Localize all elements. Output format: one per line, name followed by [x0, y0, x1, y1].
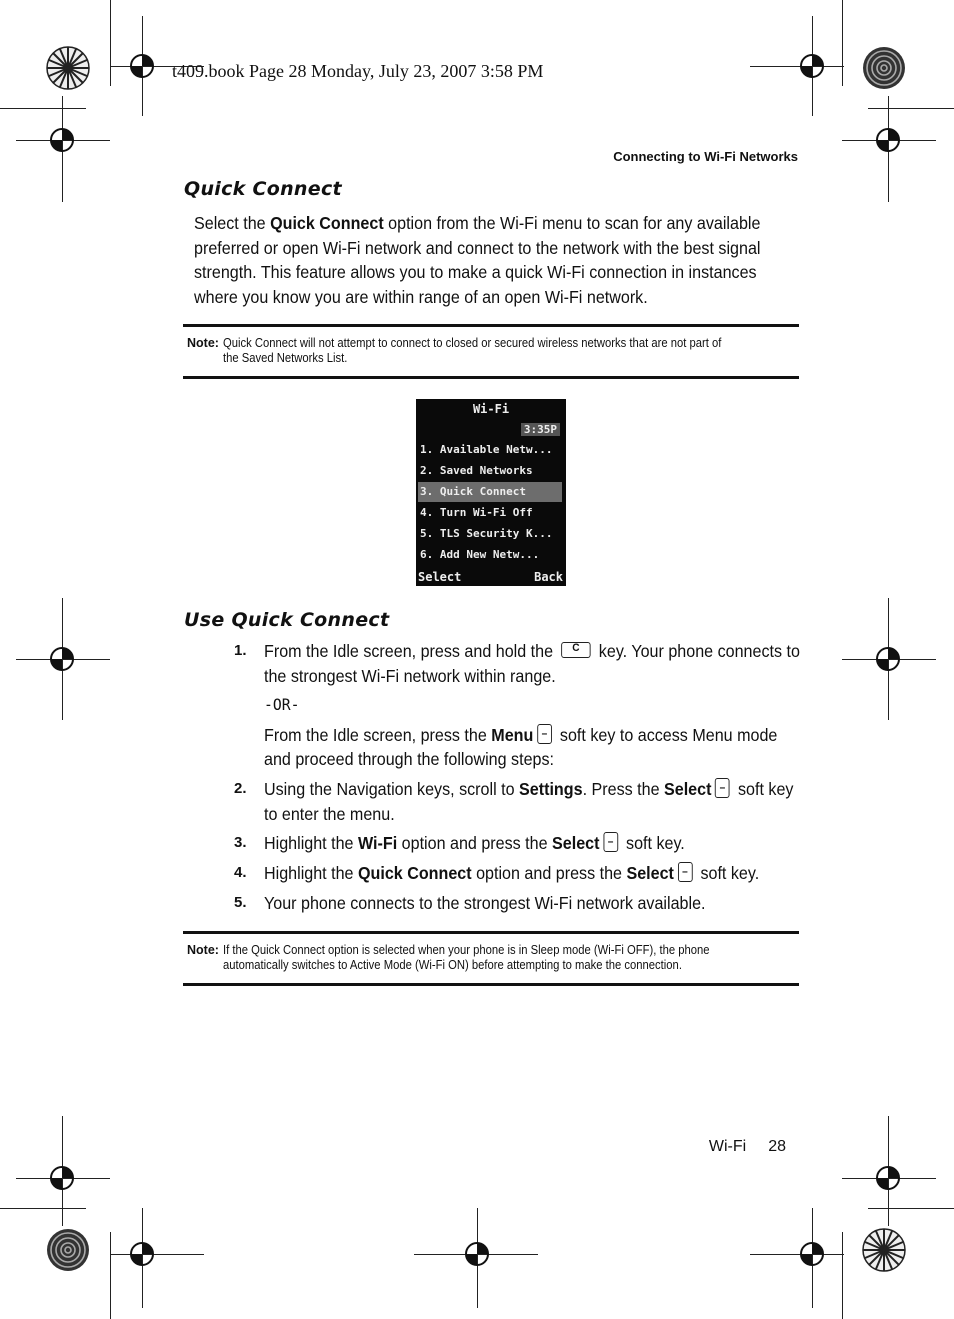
registration-mark-icon	[127, 1239, 157, 1269]
page-footer	[709, 1138, 786, 1156]
soft-key-icon: –	[715, 778, 730, 798]
page-number: 28	[768, 1138, 786, 1155]
section-title-use-quick-connect: Use Quick Connect	[184, 609, 390, 631]
registration-mark-icon	[47, 644, 77, 674]
screen-clock: 3:35P	[521, 423, 560, 436]
screen-menu-item: 5. TLS Security K...	[420, 527, 553, 540]
quick-connect-term: Quick Connect	[270, 213, 384, 233]
registration-mark-icon	[127, 51, 157, 81]
note-box	[183, 931, 799, 986]
step-number: 1.	[234, 642, 247, 659]
note-text: the Saved Networks List.	[222, 351, 348, 365]
step-3: 3. Highlight the Wi-Fi option and press the Select – soft key.	[234, 831, 804, 856]
step-5: 5. Your phone connects to the strongest Wi-Fi network available.	[234, 891, 804, 916]
intro-paragraph: Select the Quick Connect option from the Wi-Fi menu to scan for any available preferred or open Wi-Fi network and connect to the network with the best signal strength. This feature allows you to make a quick Wi-Fi connection in instances where you know you are within range of an open Wi-Fi network.	[194, 213, 761, 307]
or-separator: -OR-	[264, 695, 300, 714]
registration-mark-icon	[797, 51, 827, 81]
note-text: Quick Connect will not attempt to connect to closed or secured wireless networks that are not part of	[222, 336, 722, 350]
registration-mark-icon	[873, 1163, 903, 1193]
registration-mark-icon	[873, 125, 903, 155]
step-4: 4. Highlight the Quick Connect option and press the Select – soft key.	[234, 861, 804, 886]
screen-soft-key-left: Select	[418, 570, 462, 584]
step-2: 2. Using the Navigation keys, scroll to Settings. Press the Select – soft key to enter the menu.	[234, 779, 794, 824]
screen-soft-key-right: Back	[534, 570, 563, 584]
note-text: If the Quick Connect option is selected when your phone is in Sleep mode (Wi-Fi OFF), the phone	[222, 943, 710, 957]
registration-mark-icon	[797, 1239, 827, 1269]
note-text: automatically switches to Active Mode (Wi-Fi ON) before attempting to make the connection.	[222, 958, 682, 972]
step-1: 1. From the Idle screen, press and hold the C key. Your phone connects to the strongest Wi-Fi network within range. -OR- From the Idle screen, press the Menu – soft key to access Menu mode and proceed through the following steps:	[234, 641, 800, 769]
registration-mark-icon	[462, 1239, 492, 1269]
soft-key-icon: –	[603, 832, 618, 852]
step-number: 3.	[234, 834, 247, 851]
note-label: Note:	[187, 943, 219, 957]
soft-key-icon: –	[537, 724, 552, 744]
running-head: Connecting to Wi-Fi Networks	[613, 149, 798, 164]
note-label: Note:	[187, 336, 219, 350]
phone-screen-wifi-menu	[416, 399, 566, 586]
screen-menu-item: 6. Add New Netw...	[420, 548, 540, 561]
screen-title: Wi-Fi	[472, 402, 510, 416]
footer-section: Wi-Fi	[708, 1138, 747, 1155]
screen-menu-item: 4. Turn Wi-Fi Off	[420, 506, 533, 519]
note-box	[183, 324, 799, 379]
screen-menu-item-selected: 3. Quick Connect	[418, 482, 562, 502]
screen-menu-item: 1. Available Netw...	[420, 443, 553, 456]
step-number: 4.	[234, 864, 247, 881]
registration-mark-icon	[873, 644, 903, 674]
star-target-icon	[861, 1227, 907, 1273]
star-target-icon	[45, 45, 91, 91]
book-slug-header: t409.book Page 28 Monday, July 23, 2007 3:58 PM	[172, 61, 544, 81]
section-title-quick-connect: Quick Connect	[184, 178, 342, 200]
registration-mark-icon	[47, 1163, 77, 1193]
step-number: 5.	[234, 894, 247, 911]
registration-mark-icon	[47, 125, 77, 155]
star-target-icon	[861, 45, 907, 91]
step-number: 2.	[234, 780, 247, 797]
screen-menu-item: 2. Saved Networks	[420, 464, 533, 477]
star-target-icon	[45, 1227, 91, 1273]
soft-key-icon: –	[678, 862, 693, 882]
clear-key-icon: C	[561, 642, 590, 658]
